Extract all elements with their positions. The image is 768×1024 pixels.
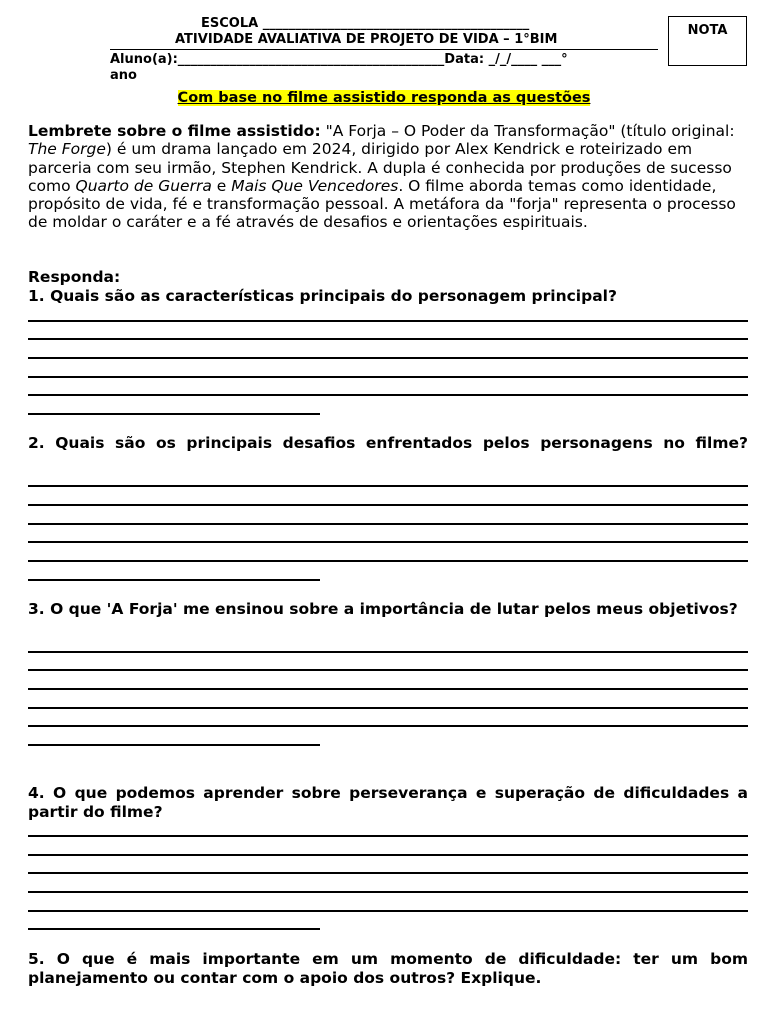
answer-line[interactable]	[28, 651, 748, 653]
school-line: ESCOLA _________________________________________	[201, 16, 530, 31]
answer-line[interactable]	[28, 707, 748, 709]
answer-line[interactable]	[28, 835, 748, 837]
answer-line[interactable]	[28, 669, 748, 671]
question-3: 3. O que 'A Forja' me ensinou sobre a importância de lutar pelos meus objetivos?	[28, 600, 738, 618]
question-1: 1. Quais são as características principais do personagem principal?	[28, 287, 617, 305]
activity-title: ATIVIDADE AVALIATIVA DE PROJETO DE VIDA – 1°BIM	[110, 32, 658, 50]
answer-line[interactable]	[28, 688, 748, 690]
grade-label: NOTA	[687, 23, 728, 38]
ano-label: ano	[110, 68, 137, 83]
answer-line[interactable]	[28, 928, 320, 930]
answer-line[interactable]	[28, 394, 748, 396]
instruction-text: Com base no filme assistido responda as questões	[177, 90, 591, 106]
film-reminder	[28, 122, 750, 232]
student-date-line: Aluno(a):_________________________________________Data: _/_/____ ___°	[110, 52, 568, 67]
question-5: 5. O que é mais importante em um momento de dificuldade: ter um bom planejamento ou contar com o apoio dos outros? Explique.	[28, 950, 748, 987]
answer-line[interactable]	[28, 320, 748, 322]
instruction-banner	[0, 87, 768, 106]
answer-line[interactable]	[28, 541, 748, 543]
answer-line[interactable]	[28, 523, 748, 525]
reminder-text-3: e	[211, 176, 232, 195]
grade-box	[668, 16, 747, 66]
answer-line[interactable]	[28, 725, 748, 727]
answer-line[interactable]	[28, 579, 320, 581]
answer-line[interactable]	[28, 485, 748, 487]
answer-line[interactable]	[28, 744, 320, 746]
film-title-2: Mais Que Vencedores	[231, 176, 399, 195]
answer-line[interactable]	[28, 376, 748, 378]
answer-line[interactable]	[28, 504, 748, 506]
answer-line[interactable]	[28, 357, 748, 359]
reminder-text-2: ) é um drama lançado em 2024, dirigido por Alex Kendrick e roteirizado em parceria com seu irmão, Stephen Kendrick. A dupla é conhecida por produções de sucesso como	[28, 140, 732, 195]
answer-line[interactable]	[28, 338, 748, 340]
answer-line[interactable]	[28, 560, 748, 562]
question-2: 2. Quais são os principais desafios enfrentados pelos personagens no filme?	[28, 434, 748, 452]
responda-heading: Responda:	[28, 268, 121, 286]
film-title-1: Quarto de Guerra	[75, 176, 212, 195]
reminder-label: Lembrete sobre o filme assistido:	[28, 122, 321, 140]
original-title: The Forge	[28, 140, 106, 159]
answer-line[interactable]	[28, 872, 748, 874]
document-header	[110, 16, 658, 83]
reminder-text-1: "A Forja – O Poder da Transformação" (título original:	[320, 122, 735, 140]
answer-line[interactable]	[28, 891, 748, 893]
question-4: 4. O que podemos aprender sobre perseverança e superação de dificuldades a partir do filme?	[28, 784, 748, 821]
reminder-text-4: . O filme aborda temas como identidade, propósito de vida, fé e transformação pessoal. A metáfora da "forja" representa o processo de moldar o caráter e a fé através de desafios e orientações espirituais.	[28, 176, 736, 232]
answer-line[interactable]	[28, 854, 748, 856]
answer-line[interactable]	[28, 910, 748, 912]
answer-line[interactable]	[28, 413, 320, 415]
